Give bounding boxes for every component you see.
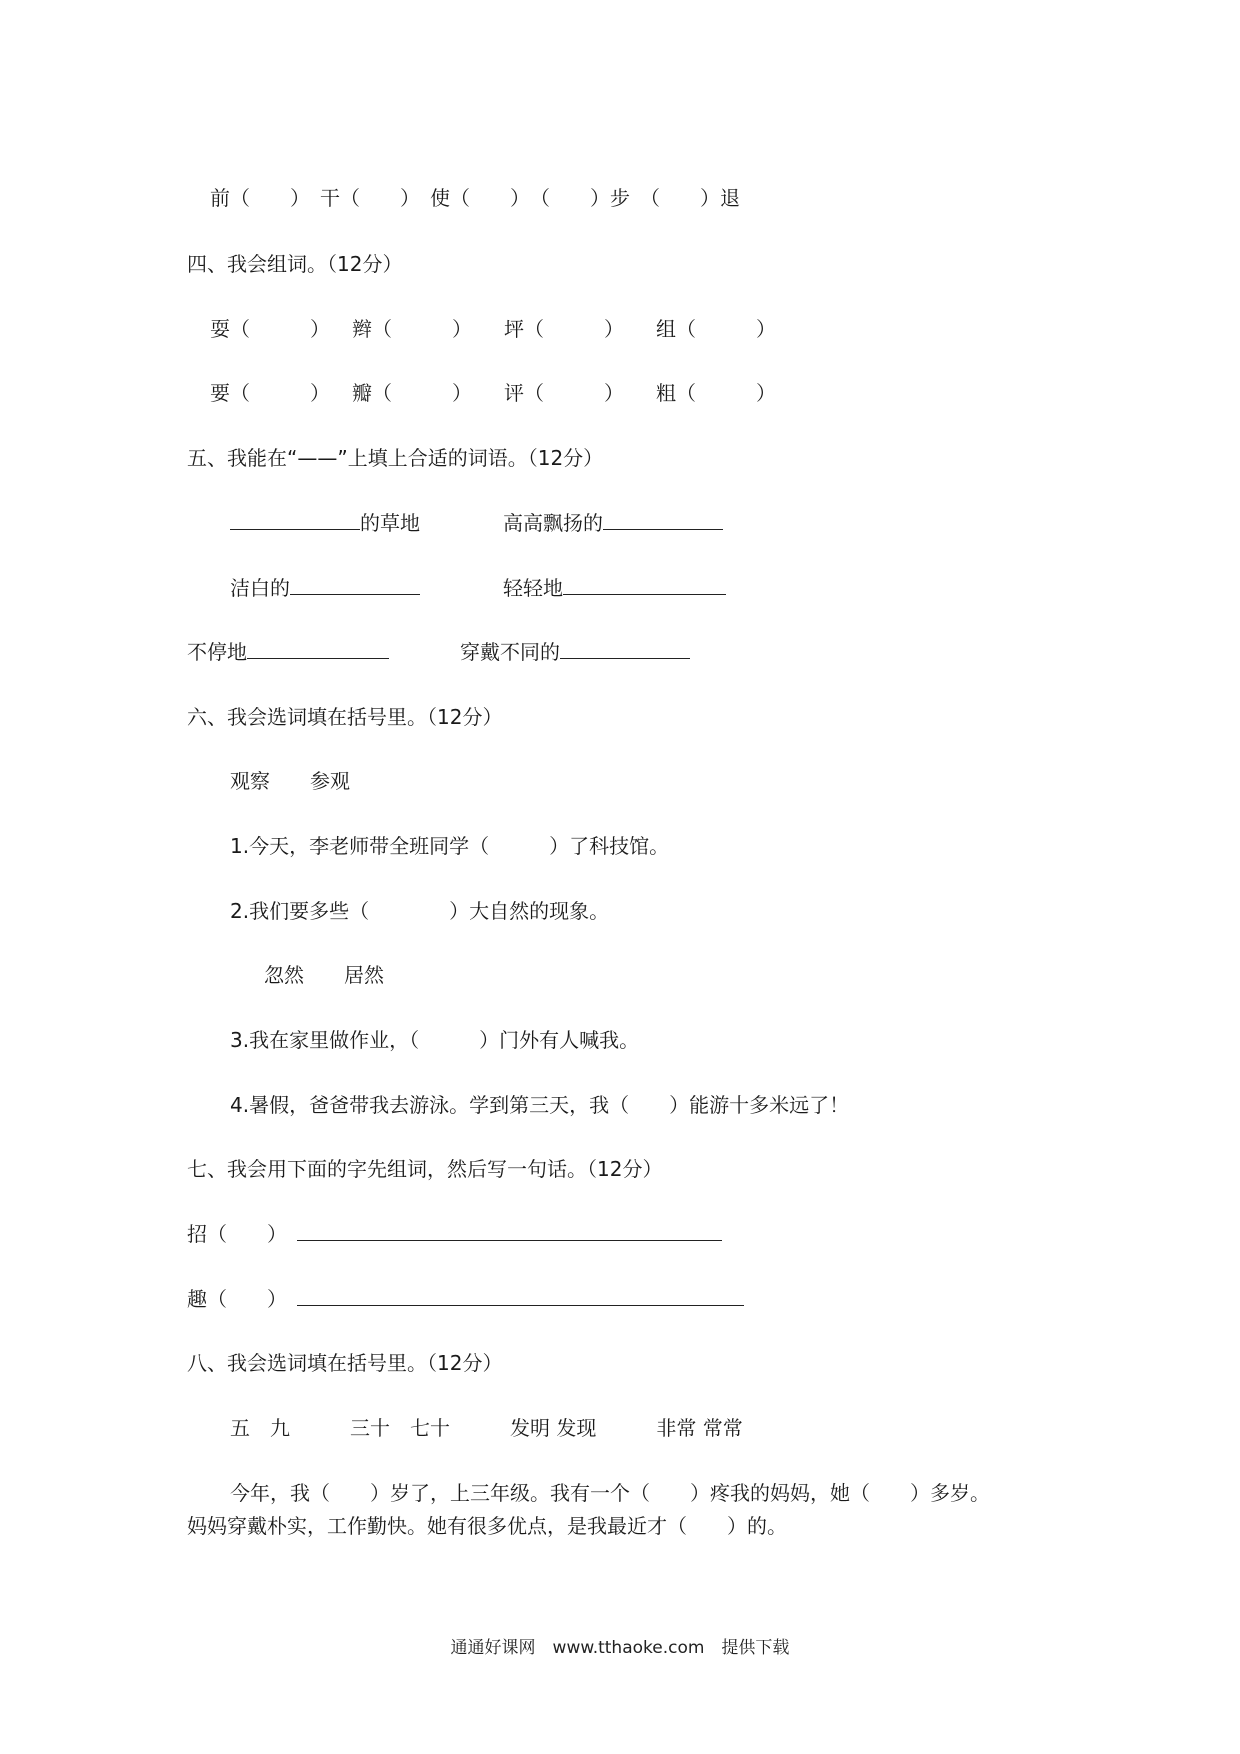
section-6-title: 六、我会选词填在括号里。（12分）: [187, 705, 503, 729]
section-8-title: 八、我会选词填在括号里。（12分）: [187, 1351, 503, 1375]
answer-line[interactable]: [563, 574, 726, 595]
s8-paragraph-line-1: 今年，我（ ）岁了，上三年级。我有一个（ ）疼我的妈妈，她（ ）多岁。: [230, 1481, 990, 1505]
s4-row2-item-1: 要（ ）: [210, 381, 330, 405]
blank-row-1: 前（ ） 干（ ） 使（ ） （ ）步 （ ）退: [210, 186, 740, 210]
answer-line[interactable]: [297, 1220, 722, 1241]
s6-question-2: 2.我们要多些（ ）大自然的现象。: [230, 899, 610, 923]
s5-item-1: 的草地: [230, 509, 420, 537]
s4-row1-item-2: 辫（ ）: [352, 317, 472, 341]
s4-row2-item-3: 评（ ）: [504, 381, 624, 405]
footer-source: 通通好课网 www.tthaoke.com 提供下载: [450, 1638, 790, 1658]
answer-line[interactable]: [247, 638, 389, 659]
s6-question-4: 4.暑假，爸爸带我去游泳。学到第三天，我（ ）能游十多米远了！: [230, 1093, 850, 1117]
s5-item-5: 不停地: [187, 638, 389, 666]
s4-row1-item-4: 组（ ）: [656, 317, 776, 341]
s5-item-3: 洁白的: [230, 574, 420, 602]
s4-row2-item-2: 瓣（ ）: [352, 381, 472, 405]
s5-item-6: 穿戴不同的: [460, 638, 690, 666]
s5-item-2: 高高飘扬的: [503, 509, 723, 537]
answer-line[interactable]: [603, 509, 723, 530]
s8-word-choices: 五 九 三十 七十 发明 发现 非常 常常: [230, 1416, 743, 1440]
s5-item-4: 轻轻地: [503, 574, 726, 602]
s7-item-1: 招（ ）: [187, 1220, 722, 1248]
s7-item-2: 趣（ ）: [187, 1285, 744, 1313]
answer-line[interactable]: [290, 574, 420, 595]
s6-question-1: 1.今天，李老师带全班同学（ ）了科技馆。: [230, 834, 670, 858]
section-4-title: 四、我会组词。（12分）: [187, 252, 403, 276]
section-5-title: 五、我能在“——”上填上合适的词语。（12分）: [187, 446, 604, 470]
s6-word-choices-2: 忽然 居然: [264, 963, 384, 987]
section-7-title: 七、我会用下面的字先组词，然后写一句话。（12分）: [187, 1157, 663, 1181]
s4-row1-item-3: 坪（ ）: [504, 317, 624, 341]
s6-word-choices-1: 观察 参观: [230, 769, 350, 793]
s6-question-3: 3.我在家里做作业，（ ）门外有人喊我。: [230, 1028, 640, 1052]
s4-row1-item-1: 耍（ ）: [210, 317, 330, 341]
s4-row2-item-4: 粗（ ）: [656, 381, 776, 405]
s8-paragraph-line-2: 妈妈穿戴朴实，工作勤快。她有很多优点，是我最近才（ ）的。: [187, 1514, 787, 1538]
answer-line[interactable]: [560, 638, 690, 659]
answer-line[interactable]: [230, 509, 360, 530]
answer-line[interactable]: [297, 1285, 744, 1306]
